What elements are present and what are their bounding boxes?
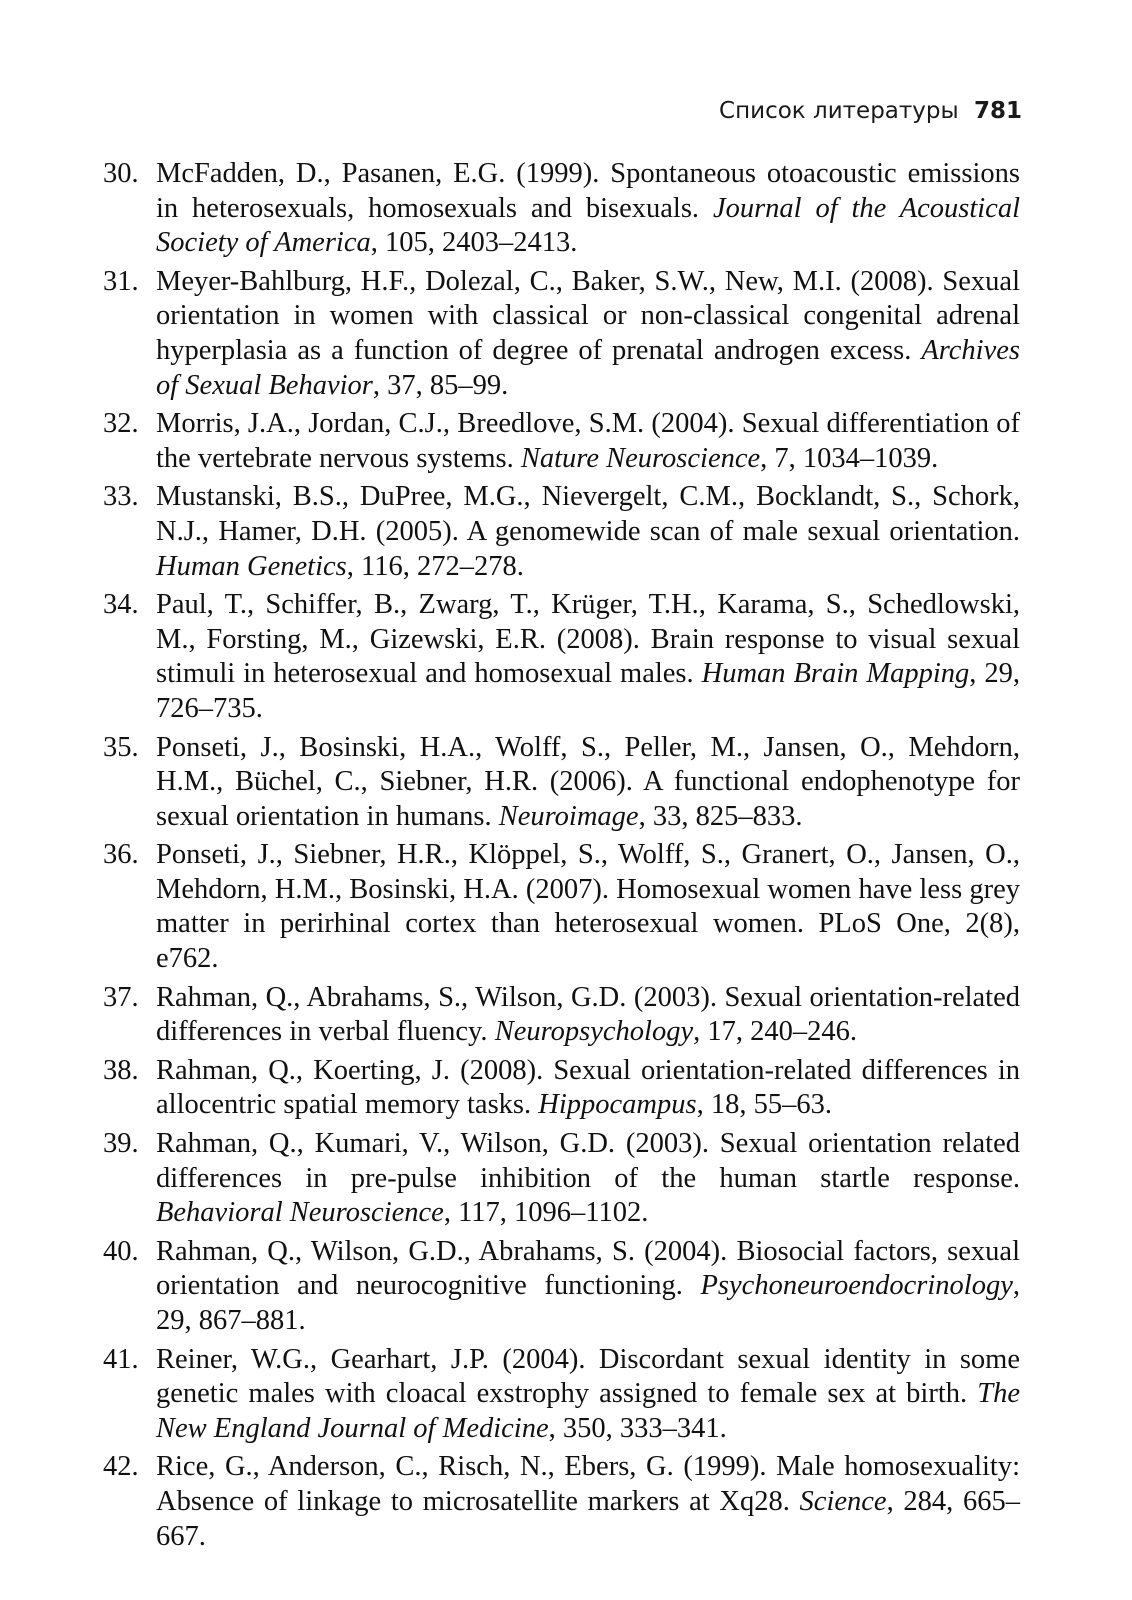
reference-item [103,157,1020,261]
reference-citation: Morris, J.A., Jordan, C.J., Breedlove, S.M. (2004). Sexual differentiation of the vertebrate nervous systems. [156,408,1020,474]
reference-item [103,981,1020,1050]
reference-volume-pages: , 18, 55–63. [696,1089,832,1121]
journal-title: Neuroimage [498,800,639,832]
reference-volume-pages: , 29, 867–881. [156,1270,1020,1336]
journal-title: Journal of the Acoustical Society of America [156,192,1020,259]
reference-text [156,157,1020,261]
reference-citation: McFadden, D., Pasanen, E.G. (1999). Spontaneous otoacoustic emissions in heterosexuals, homosexuals and bisexuals. [156,158,1020,224]
reference-number: 32. [103,408,139,440]
reference-volume-pages: , 350, 333–341. [548,1412,727,1444]
page-number: 781 [973,98,1022,124]
reference-text [156,731,1020,835]
reference-citation: Mustanski, B.S., DuPree, M.G., Nievergelt, C.M., Bocklandt, S., Schork, N.J., Hamer, D.H. (2005). A genomewide scan of male sexual orientation. [156,481,1020,547]
journal-title: Human Genetics [156,550,347,582]
journal-title: Psychoneuroendocrinology [700,1270,1013,1302]
reference-volume-pages: , 116, 272–278. [346,550,524,582]
reference-item [103,731,1020,835]
reference-text [156,838,1020,976]
journal-title: The New England Journal of Medicine [156,1378,1020,1444]
journal-title: Archives of Sexual Behavior [156,334,1020,401]
reference-citation: Rahman, Q., Kumari, V., Wilson, G.D. (2003). Sexual orientation related differences in pre-pulse inhibition of the human startle response. [156,1128,1020,1194]
reference-item [103,265,1020,403]
reference-volume-pages: , 117, 1096–1102. [443,1197,649,1229]
reference-text [156,407,1020,476]
reference-citation: Meyer-Bahlburg, H.F., Dolezal, C., Baker, S.W., New, M.I. (2008). Sexual orientation in women with classical or non-classical congenital adrenal hyperplasia as a function of degree of prenatal androgen excess. [156,265,1020,366]
reference-item [103,1054,1020,1123]
reference-item [103,1235,1020,1339]
reference-item [103,588,1020,726]
reference-number: 31. [103,265,139,297]
reference-item [103,407,1020,476]
reference-text [156,981,1020,1050]
reference-citation: Rahman, Q., Wilson, G.D., Abrahams, S. (2004). Biosocial factors, sexual orientation and neurocognitive functioning. [156,1235,1020,1302]
reference-text [156,1450,1020,1554]
reference-number: 30. [103,158,139,189]
running-title: Список литературы [719,98,959,124]
reference-text [156,265,1020,403]
reference-item [103,480,1020,584]
reference-text [156,588,1020,726]
reference-item [103,838,1020,976]
reference-text [156,1235,1020,1339]
reference-item [103,1450,1020,1554]
journal-title: Nature Neuroscience [520,442,761,474]
reference-volume-pages: , 284, 665–667. [156,1485,1021,1552]
reference-citation: Ponseti, J., Bosinski, H.A., Wolff, S., Peller, M., Jansen, O., Mehdorn, H.M., Büchel, C., Siebner, H.R. (2006). A functional endophenotype for sexual orientation in humans. [156,731,1020,832]
reference-citation: Reiner, W.G., Gearhart, J.P. (2004). Discordant sexual identity in some genetic males with cloacal exstrophy assigned to female sex at birth. [156,1343,1020,1410]
running-header [719,98,1022,124]
reference-number: 39. [103,1128,139,1160]
reference-citation: Ponseti, J., Siebner, H.R., Klöppel, S., Wolff, S., Granert, O., Jansen, O., Mehdorn, H.M., Bosinski, H.A. (2007). Homosexual women have less grey matter in perirhinal cortex than heterosexual women. PLoS One, 2(8), e762. [156,839,1020,975]
journal-title: Behavioral Neuroscience [156,1197,444,1229]
reference-volume-pages: , 105, 2403–2413. [370,227,578,259]
reference-citation: Rahman, Q., Koerting, J. (2008). Sexual orientation-related differences in allocentric spatial memory tasks. [156,1054,1020,1121]
reference-number: 37. [103,981,139,1013]
reference-number: 41. [103,1343,139,1375]
reference-volume-pages: , 29, 726–735. [156,658,1020,724]
reference-item [103,1127,1020,1231]
reference-number: 36. [103,839,139,871]
reference-citation: Rahman, Q., Abrahams, S., Wilson, G.D. (2003). Sexual orientation-related differences in verbal fluency. [156,981,1020,1048]
reference-text [156,480,1020,584]
journal-title: Science [799,1485,887,1517]
reference-list [103,157,1020,1558]
reference-number: 40. [103,1235,139,1267]
reference-item [103,1343,1020,1447]
reference-number: 33. [103,481,139,513]
reference-volume-pages: , 7, 1034–1039. [760,442,939,474]
reference-number: 34. [103,589,139,621]
reference-text [156,1127,1020,1231]
journal-title: Human Brain Mapping [701,658,970,690]
journal-title: Hippocampus [538,1089,697,1121]
reference-volume-pages: , 37, 85–99. [372,369,509,401]
reference-volume-pages: , 33, 825–833. [638,800,803,832]
reference-citation: Paul, T., Schiffer, B., Zwarg, T., Krüger, T.H., Karama, S., Schedlowski, M., Forsting, M., Gizewski, E.R. (2008). Brain response to visual sexual stimuli in heterosexual and homosexual males. [156,589,1020,690]
reference-volume-pages: , 17, 240–246. [693,1016,857,1048]
reference-number: 42. [103,1451,139,1483]
reference-citation: Rice, G., Anderson, C., Risch, N., Ebers, G. (1999). Male homosexuality: Absence of linkage to microsatellite markers at Xq28. [156,1451,1020,1517]
reference-text [156,1054,1020,1123]
reference-text [156,1343,1020,1447]
journal-title: Neuropsychology [494,1016,694,1048]
reference-number: 38. [103,1054,139,1086]
reference-number: 35. [103,731,139,763]
